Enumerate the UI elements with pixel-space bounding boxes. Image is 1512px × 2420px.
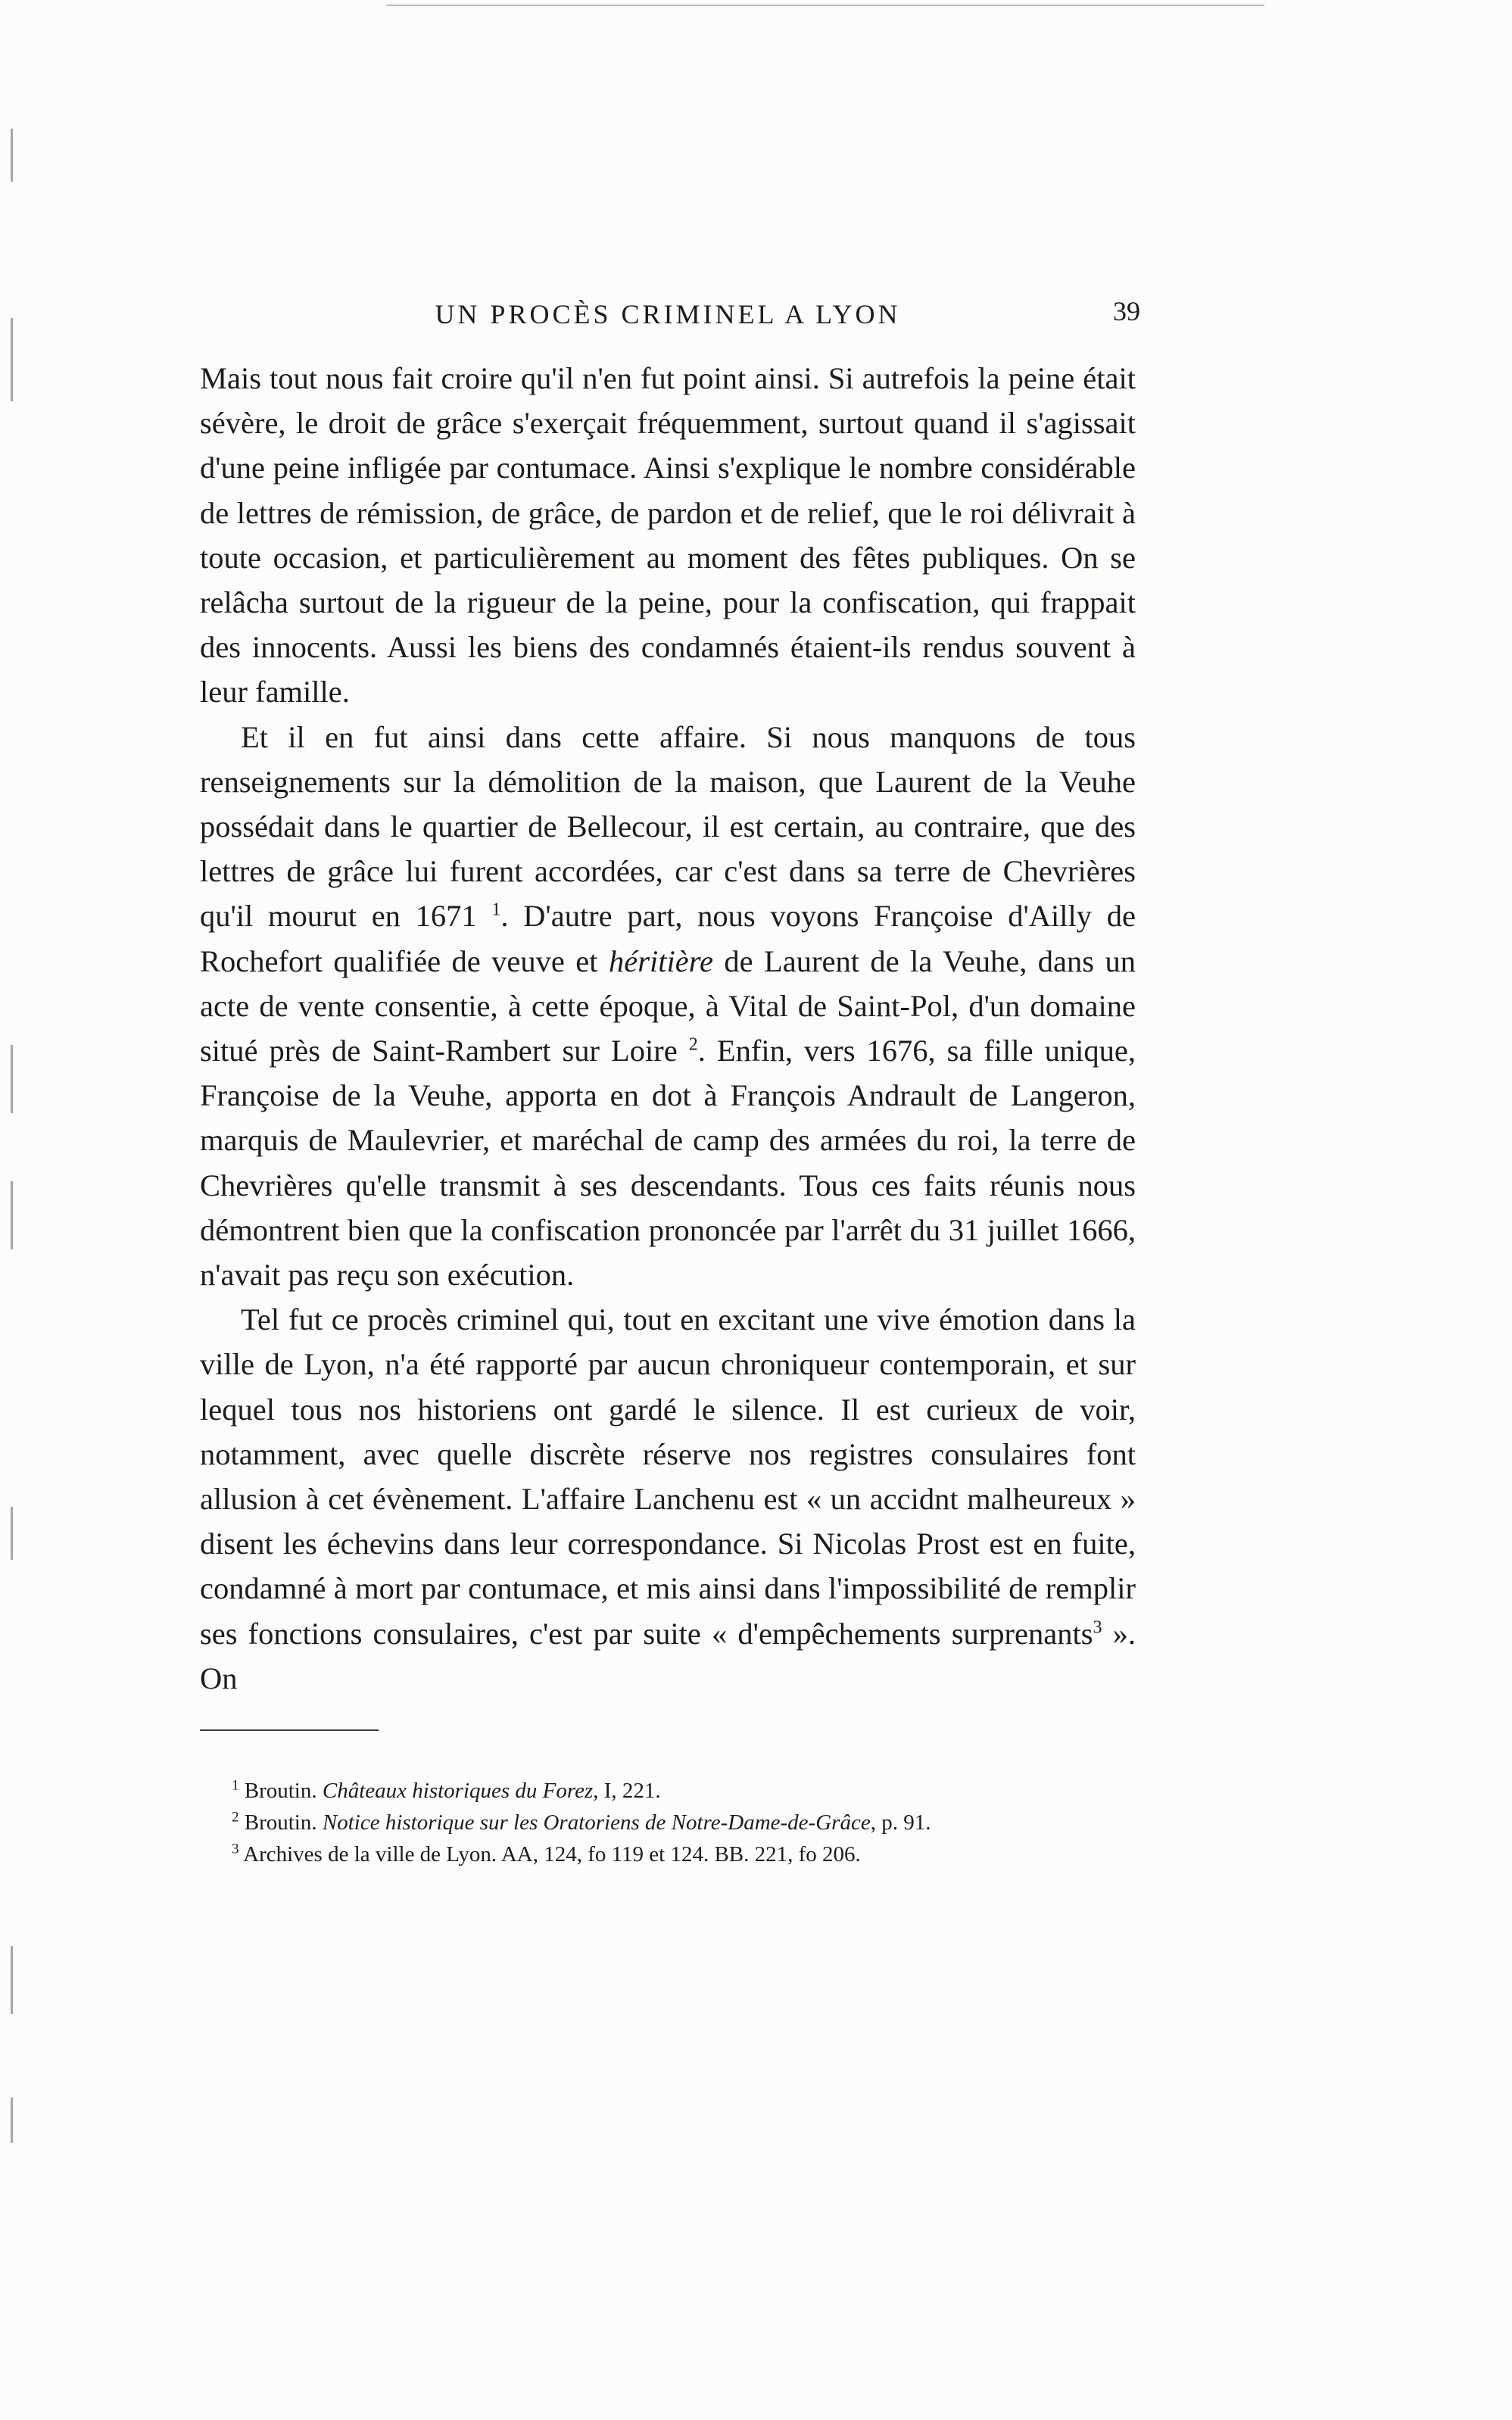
footnote-reference: 1	[491, 900, 501, 920]
footnote	[232, 1807, 1136, 1838]
running-title: UN PROCÈS CRIMINEL A LYON	[435, 299, 901, 329]
footnotes	[200, 1775, 1136, 1870]
footnote-separator	[200, 1729, 379, 1731]
paragraph-text: Tel fut ce procès criminel qui, tout en excitant une vive émotion dans la ville de Lyon, n'a été rapporté par aucun chroniqueur contemporain, et sur lequel tous nos historiens ont gardé le silence. Il est curieux de voir, notamment, avec quelle discrète réserve nos registres consulaires font allusion à cet évènement. L'affaire Lanchenu est « un accidnt malheureux » disent les échevins dans leur correspondance. Si Nicolas Prost est en fuite, condamné à mort par contumace, et mis ainsi dans l'impossibilité de remplir ses fonctions consulaires, c'est par suite « d'empêchements surprenants	[200, 1302, 1136, 1651]
paragraph-text: . D'autre part, nous voyons Françoise d'Ailly de Rochefort qualifiée de veuve et	[200, 899, 1136, 978]
footnote-reference: 3	[1093, 1617, 1102, 1638]
footnote-title: Notice historique sur les Oratoriens de Notre-Dame-de-Grâce	[322, 1810, 871, 1835]
footnote-marker: 3	[232, 1841, 239, 1857]
scan-margin-mark	[11, 1946, 13, 2014]
footnote-marker: 2	[232, 1809, 239, 1826]
footnote	[232, 1775, 1136, 1807]
emphasis-text: héritière	[608, 943, 713, 978]
footnote-text: Archives de la ville de Lyon. AA, 124, fo 119 et 124. BB. 221, fo 206.	[243, 1842, 861, 1867]
scan-top-rule	[386, 5, 1264, 6]
body-paragraph	[200, 356, 1136, 715]
running-head	[200, 288, 1140, 356]
footnote-text: , I, 221.	[593, 1779, 661, 1804]
paragraph-text: Mais tout nous fait croire qu'il n'en fut point ainsi. Si autrefois la peine était sévère, le droit de grâce s'exerçait fréquemment, surtout quand il s'agissait d'une peine infligée par contumace. Ainsi s'explique le nombre considérable de lettres de rémission, de grâce, de pardon et de relief, que le roi délivrait à toute occasion, et particulièrement au moment des fêtes publiques. On se relâcha surtout de la rigueur de la peine, pour la confiscation, qui frappait des innocents. Aussi les biens des condamnés étaient-ils rendus souvent à leur famille.	[200, 361, 1136, 709]
footnote-reference: 2	[688, 1034, 698, 1055]
paragraph-text: . Enfin, vers 1676, sa fille unique, Françoise de la Veuhe, apporta en dot à François Andrault de Langeron, marquis de Maulevrier, et maréchal de camp des armées du roi, la terre de Chevrières qu'elle transmit à ses descendants. Tous ces faits réunis nous démontrent bien que la confiscation prononcée par l'arrêt du 31 juillet 1666, n'avait pas reçu son exécution.	[200, 1034, 1136, 1293]
body-paragraph	[200, 1297, 1136, 1701]
footnote-marker: 1	[232, 1777, 239, 1794]
scan-margin-mark	[11, 318, 13, 401]
paragraph-text: Et il en fut ainsi dans cette affaire. Si nous manquons de tous renseignements sur la démolition de la maison, que Laurent de la Veuhe possédait dans le quartier de Bellecour, il est certain, au contraire, que des lettres de grâce lui furent accordées, car c'est dans sa terre de Chevrières qu'il mourut en 1671	[200, 719, 1136, 934]
paragraph-text: ». On	[200, 1616, 1136, 1695]
footnote-title: Châteaux historiques du Forez	[322, 1779, 594, 1804]
footnote-text: Broutin.	[244, 1779, 323, 1804]
book-page	[200, 288, 1140, 1870]
footnote	[232, 1838, 1136, 1870]
scan-margin-mark	[11, 2097, 13, 2143]
scan-margin-mark	[11, 1507, 13, 1560]
footnote-text: Broutin.	[244, 1810, 323, 1835]
paragraph-text: de Laurent de la Veuhe, dans un acte de vente consentie, à cette époque, à Vital de Saint-Pol, d'un domaine situé près de Saint-Rambert sur Loire	[200, 943, 1136, 1068]
scan-margin-mark	[11, 129, 13, 182]
body-paragraph	[200, 715, 1136, 1298]
scan-margin-mark	[11, 1045, 13, 1113]
scan-margin-mark	[11, 1181, 13, 1249]
body-text	[200, 356, 1136, 1701]
page-number: 39	[1113, 296, 1140, 326]
footnote-text: , p. 91.	[870, 1810, 931, 1835]
